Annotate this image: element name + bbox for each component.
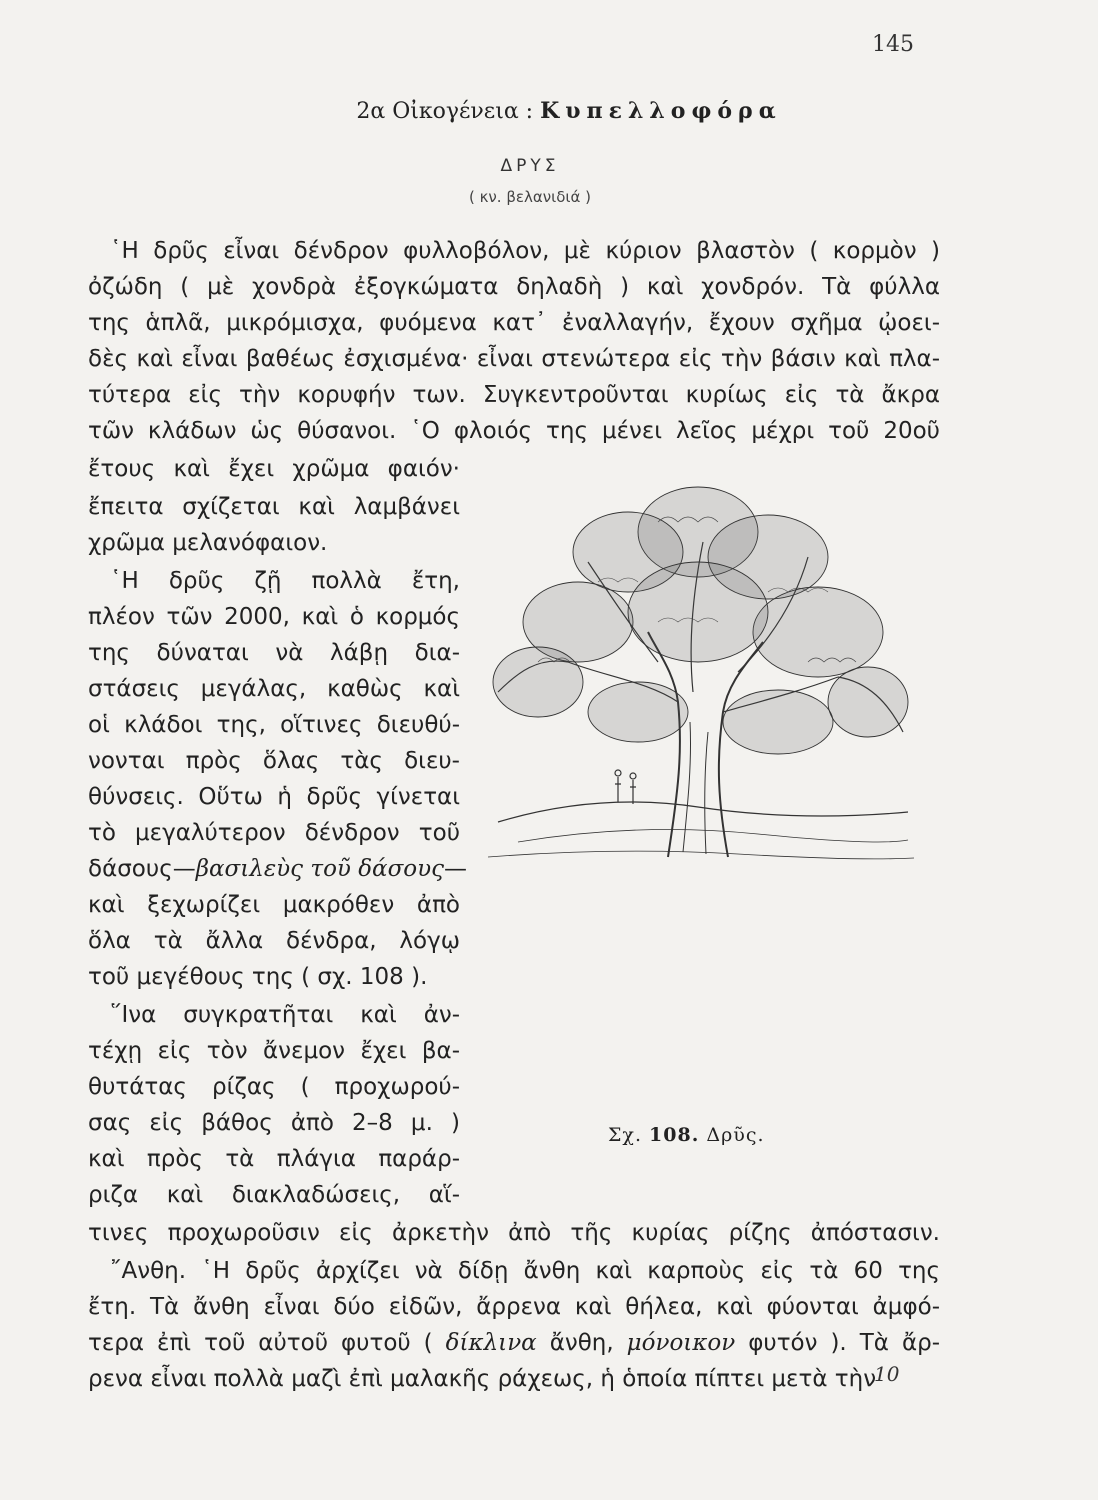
text-line: καὶ ξεχωρίζει μακρόθεν ἀπὸ (88, 892, 460, 918)
text-line: ριζα καὶ διακλαδώσεις, αἵ- (88, 1182, 460, 1208)
heading-family: Κυπελλοφόρα (540, 98, 782, 124)
text-line: ῞Ινα συγκρατῆται καὶ ἀν- (110, 1002, 460, 1028)
text-line: σας εἰς βάθος ἀπὸ 2–8 μ. ) (88, 1110, 460, 1136)
text-line: δὲς καὶ εἶναι βαθέως ἐσχισμένα· εἶναι στενώτερα εἰς τὴν βάσιν καὶ πλα- (88, 346, 940, 372)
text-line: ῾Η δρῦς εἶναι δένδρον φυλλοβόλον, μὲ κύριον βλαστὸν ( κορμὸν ) (110, 238, 940, 264)
text-line: ῎Ανθη. ῾Η δρῦς ἀρχίζει νὰ δίδῃ ἄνθη καὶ καρποὺς εἰς τὰ 60 της (110, 1258, 940, 1284)
caption-text: Δρῦς. (706, 1124, 765, 1146)
text-line: θύνσεις. Οὕτω ἡ δρῦς γίνεται (88, 784, 460, 810)
page-number: 145 (872, 32, 914, 57)
text-line: της ἁπλᾶ, μικρόμισχα, φυόμενα κατ᾽ ἐναλλαγήν, ἔχουν σχῆμα ᾠοει- (88, 310, 940, 336)
text-line: τερα ἐπὶ τοῦ αὐτοῦ φυτοῦ ( δίκλινα ἄνθη, μόνοικον φυτόν ). Τὰ ἄρ- (88, 1330, 940, 1356)
text-line: τοῦ μεγέθους της ( σχ. 108 ). (88, 964, 428, 990)
text-line: θυτάτας ρίζας ( προχωρού- (88, 1074, 460, 1100)
signature-mark: 10 (874, 1362, 900, 1386)
text-line: δάσους—βασιλεὺς τοῦ δάσους— (88, 856, 467, 882)
caption-label: Σχ. (608, 1124, 642, 1146)
text-line: της δύναται νὰ λάβῃ δια- (88, 640, 460, 666)
heading-prefix: 2α Οἰκογένεια : (356, 99, 534, 124)
text-line: τύτερα εἰς τὴν κορυφήν των. Συγκεντροῦνται κυρίως εἰς τὰ ἄκρα (88, 382, 940, 408)
text-line: ρενα εἶναι πολλὰ μαζὶ ἐπὶ μαλακῆς ράχεως, ἡ ὁποία πίπτει μετὰ τὴν (88, 1366, 877, 1392)
text-line: τὸ μεγαλύτερον δένδρον τοῦ (88, 820, 460, 846)
text-line: πλέον τῶν 2000, καὶ ὁ κορμός (88, 604, 460, 630)
text-line: ἔτη. Τὰ ἄνθη εἶναι δύο εἰδῶν, ἄρρενα καὶ θήλεα, καὶ φύονται ἀμφό- (88, 1294, 940, 1320)
text-line: ὀζώδη ( μὲ χονδρὰ ἐξογκώματα δηλαδὴ ) καὶ χονδρόν. Τὰ φύλλα (88, 274, 940, 300)
text-line: ἔπειτα σχίζεται καὶ λαμβάνει (88, 494, 460, 520)
text-line: χρῶμα μελανόφαιον. (88, 530, 328, 556)
text-line: ἔτους καὶ ἔχει χρῶμα φαιόν· (88, 456, 460, 482)
text-line: στάσεις μεγάλας, καθὼς καὶ (88, 676, 460, 702)
text-line: καὶ πρὸς τὰ πλάγια παράρ- (88, 1146, 460, 1172)
text-line: τῶν κλάδων ὡς θύσανοι. ῾Ο φλοιός της μένει λεῖος μέχρι τοῦ 20οῦ (88, 418, 940, 444)
section-subheading: ΔΡΥΣ (500, 156, 560, 176)
caption-number: 108. (649, 1124, 700, 1146)
text-line: τινες προχωροῦσιν εἰς ἀρκετὴν ἀπὸ τῆς κυρίας ρίζης ἀπόστασιν. (88, 1220, 940, 1246)
section-heading (0, 98, 1098, 124)
oak-tree-illustration (478, 462, 916, 872)
text-line: οἱ κλάδοι της, οἵτινες διευθύ- (88, 712, 460, 738)
common-name: ( κν. βελανιδιά ) (468, 188, 592, 206)
text-line: ῾Η δρῦς ζῇ πολλὰ ἔτη, (110, 568, 460, 594)
figure-caption (608, 1124, 765, 1146)
text-line: νονται πρὸς ὅλας τὰς διευ- (88, 748, 460, 774)
text-line: τέχῃ εἰς τὸν ἄνεμον ἔχει βα- (88, 1038, 460, 1064)
text-line: ὅλα τὰ ἄλλα δένδρα, λόγῳ (88, 928, 460, 954)
